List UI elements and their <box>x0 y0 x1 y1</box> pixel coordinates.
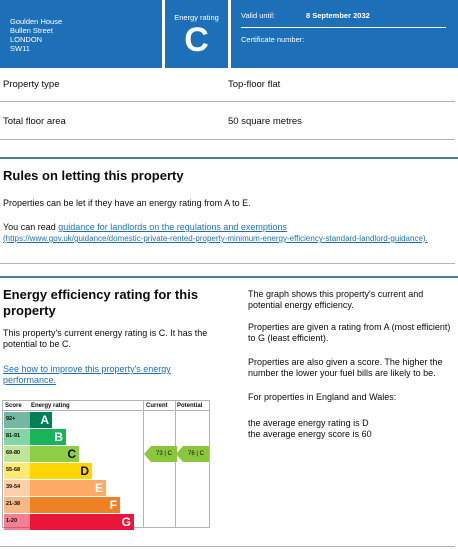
graph-explanation: The graph shows this property's current and potential energy efficiency. <box>248 289 424 310</box>
rules-title: Rules on letting this property <box>3 168 184 183</box>
rating-band-a <box>4 412 52 428</box>
band-score-range: 1-20 <box>6 518 18 524</box>
band-letter: G <box>121 515 131 529</box>
header-current: Current <box>146 403 168 409</box>
property-type-label: Property type <box>3 79 60 90</box>
floor-area-label: Total floor area <box>3 116 66 127</box>
section-divider <box>0 157 458 159</box>
band-score-range: 39-54 <box>6 484 21 490</box>
rating-explanation: Properties are given a rating from A (most efficient) to G (least efficient). <box>248 322 451 343</box>
band-letter: D <box>80 464 89 478</box>
section-divider <box>0 276 458 278</box>
average-rating: the average energy rating is D <box>248 418 369 428</box>
chart-header <box>3 401 209 411</box>
potential-rating-arrow: 76 | C <box>183 446 209 462</box>
efficiency-title-line: Energy efficiency rating for this <box>3 287 199 302</box>
column-divider <box>175 401 176 527</box>
divider <box>0 546 455 547</box>
address-line: LONDON <box>10 35 43 44</box>
valid-until-date: 8 September 2032 <box>306 11 370 20</box>
rating-band-b <box>4 429 66 445</box>
divider <box>0 139 455 140</box>
floor-area-value: 50 square metres <box>228 116 302 127</box>
certificate-header <box>0 0 458 68</box>
band-letter: A <box>40 413 49 427</box>
rating-band-g <box>4 514 134 530</box>
rules-guidance <box>3 222 448 244</box>
certificate-number-label: Certificate number: <box>241 35 305 44</box>
column-divider <box>143 401 144 527</box>
score-explanation: Properties are also given a score. The higher the number the lower your fuel bills are likely to be. <box>248 357 443 378</box>
band-letter: C <box>67 447 76 461</box>
certificate-info <box>231 0 458 68</box>
property-type-value: Top-floor flat <box>228 79 281 90</box>
rating-band-e <box>4 480 106 496</box>
energy-rating-letter: C <box>184 21 209 59</box>
region-label: For properties in England and Wales: <box>248 392 397 402</box>
rules-paragraph: Properties can be let if they have an energy rating from A to E. <box>3 198 251 208</box>
rating-band-c <box>4 446 79 462</box>
rating-band-d <box>4 463 92 479</box>
property-address <box>0 0 162 68</box>
efficiency-paragraph: This property's current energy rating is C. It has the potential to be C. <box>3 328 208 349</box>
band-score-range: 55-68 <box>6 467 21 473</box>
divider <box>241 27 446 28</box>
energy-rating-label: Energy rating <box>174 13 219 22</box>
current-rating-arrow: 73 | C <box>151 446 177 462</box>
band-letter: E <box>94 481 103 495</box>
average-score: the average energy score is 60 <box>248 429 372 439</box>
band-score-range: 21-38 <box>6 501 21 507</box>
divider <box>0 263 455 264</box>
efficiency-title-line: property <box>3 303 56 318</box>
improve-performance-link[interactable]: See how to improve this property's energy performance. <box>3 364 171 385</box>
band-score-range: 92+ <box>6 416 16 422</box>
header-energy-rating: Energy rating <box>31 403 70 409</box>
efficiency-title <box>3 287 228 319</box>
address-line: Goulden House <box>10 17 63 26</box>
band-letter: B <box>54 430 63 444</box>
energy-rating-chart <box>2 400 210 528</box>
band-score-range: 81-91 <box>6 433 21 439</box>
rating-band-f <box>4 497 120 513</box>
header-potential: Potential <box>177 403 203 409</box>
header-score: Score <box>5 403 22 409</box>
guidance-url-link[interactable]: (https://www.gov.uk/guidance/domestic-private-rented-property-minimum-energy-efficiency-standard-landlord-guidance). <box>3 234 428 243</box>
address-line: Bullen Street <box>10 26 53 35</box>
energy-rating-box <box>165 0 228 68</box>
address-line: SW11 <box>10 44 30 53</box>
valid-until-label: Valid until: <box>241 11 276 20</box>
guidance-link[interactable]: guidance for landlords on the regulations and exemptions <box>58 222 287 232</box>
band-letter: F <box>109 498 117 512</box>
guidance-prefix: You can read <box>3 222 59 232</box>
band-score-range: 69-80 <box>6 450 21 456</box>
divider <box>0 101 455 102</box>
